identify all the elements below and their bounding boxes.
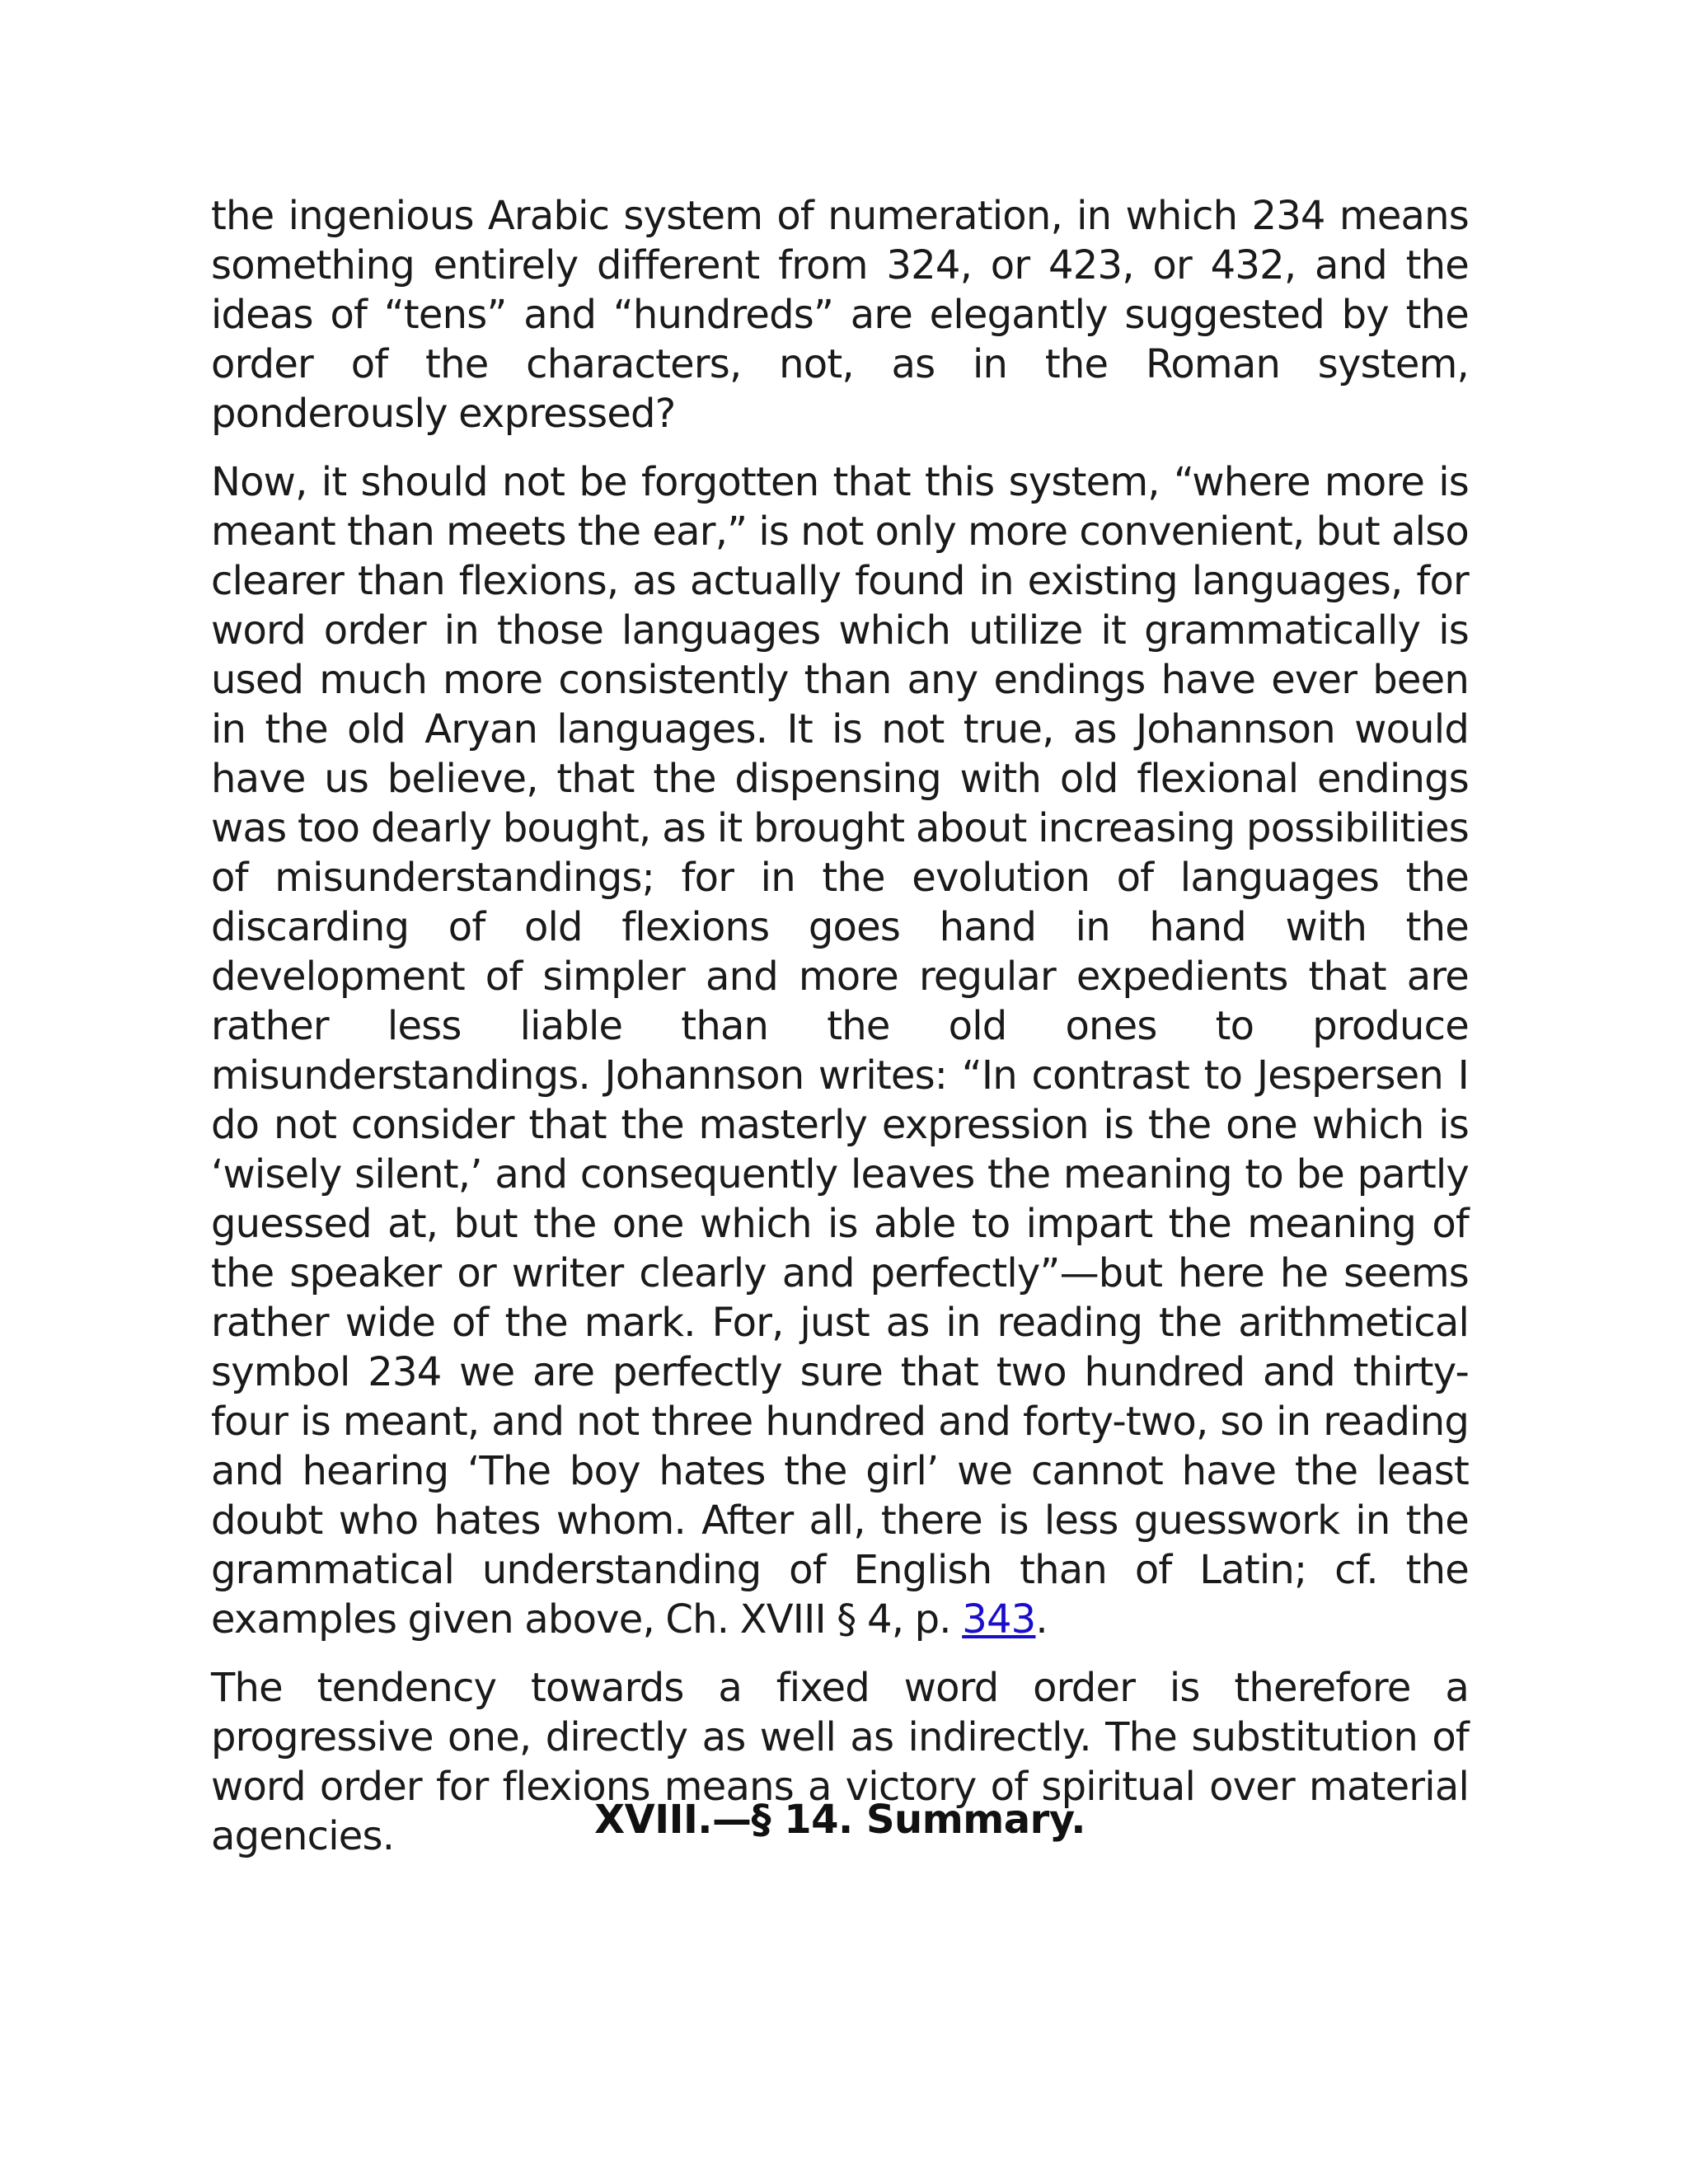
page-reference-link[interactable]: 343 xyxy=(962,1596,1036,1643)
paragraph-end-punctuation: . xyxy=(1035,1596,1048,1643)
paragraph-text: The tendency towards a fixed word order is therefore a progressive one, directly as well as indirectly. The substitution of word order for flexions means a victory of spiritual over material agencies. xyxy=(211,1665,1469,1859)
section-heading: XVIII.—§ 14. Summary. xyxy=(594,1797,1085,1843)
paragraph-arabic-numeration xyxy=(211,191,1469,438)
paragraph-text: the ingenious Arabic system of numeration, in which 234 means something entirely different from 324, or 423, or 432, and the ideas of “tens” and “hundreds” are elegantly suggested by the order of the characters, not, as in the Roman system, ponderously expressed? xyxy=(211,193,1469,437)
paragraph-text: Now, it should not be forgotten that this system, “where more is meant than meets the ear,” is not only more convenient, but also clearer than flexions, as actually found in existing languages, for word order in those languages which utilize it grammatically is used much more consistently than any endings have ever been in the old Aryan languages. It is not true, as Johannson would have us believe, that the dispensing with old flexional endings was too dearly bought, as it brought about increasing possibilities of misunderstandings; for in the evolution of languages the discarding of old flexions goes hand in hand with the development of simpler and more regular expedients that are rather less liable than the old ones to produce misunderstandings. Johannson writes: “In contrast to Jespersen I do not consider that the masterly expression is the one which is ‘wisely silent,’ and consequently leaves the meaning to be partly guessed at, but the one which is able to impart the meaning of the speaker or writer clearly and perfectly”—but here he seems rather wide of the mark. For, just as in reading the arithmetical symbol 234 we are perfectly sure that two hundred and thirty-four is meant, and not three hundred and forty-two, so in reading and hearing ‘The boy hates the girl’ we cannot have the least doubt who hates whom. After all, there is less guesswork in the grammatical understanding of English than of Latin; cf. the examples given above, Ch. XVIII § 4, p. xyxy=(211,459,1469,1643)
page-body xyxy=(211,191,1469,1880)
paragraph-word-order-argument xyxy=(211,457,1469,1644)
